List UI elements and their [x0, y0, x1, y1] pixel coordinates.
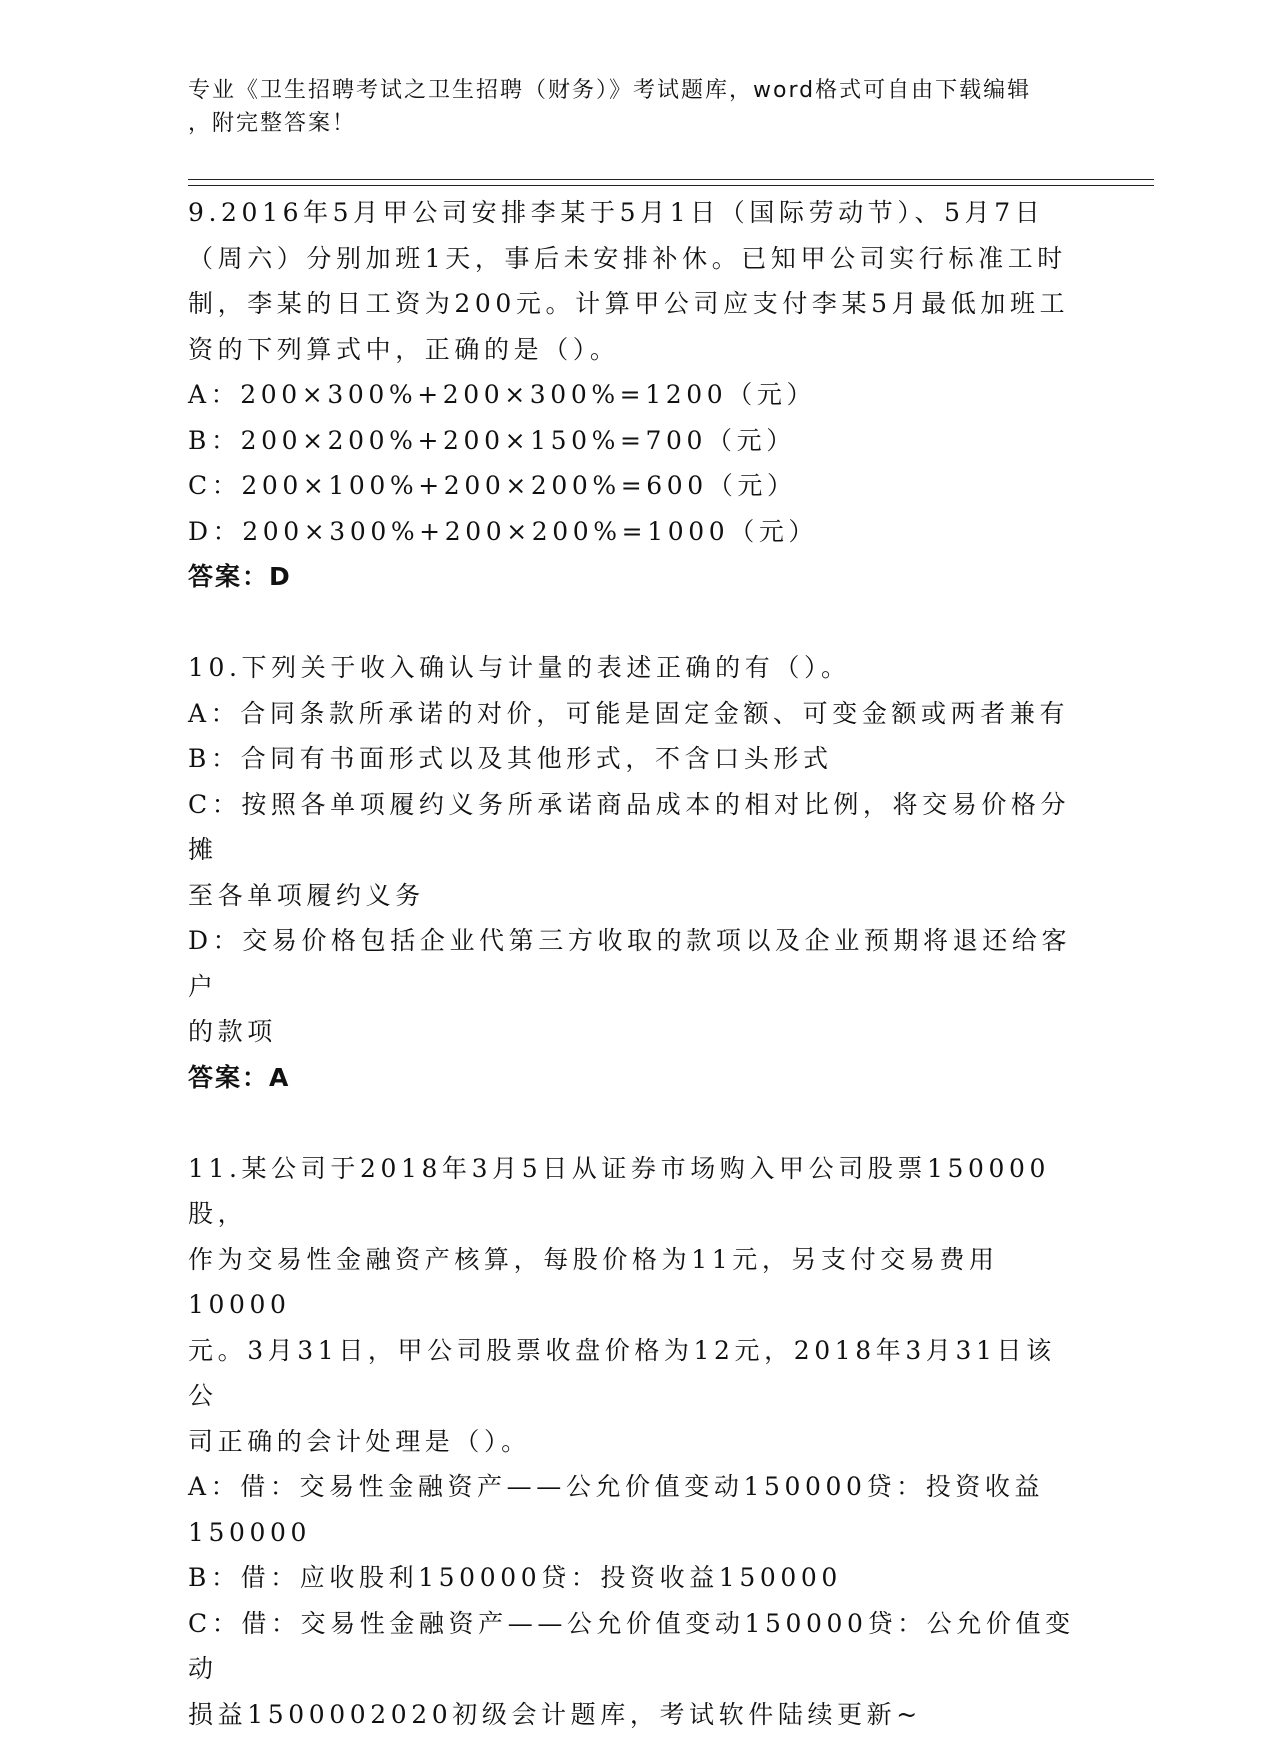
question-stem-line: （周六）分别加班1天，事后未安排补休。已知甲公司实行标准工时: [188, 236, 1080, 282]
document-header: [188, 74, 1068, 140]
question-stem-line: 9.2016年5月甲公司安排李某于5月1日（国际劳动节）、5月7日: [188, 190, 1080, 236]
question-stem-line: 作为交易性金融资产核算，每股价格为11元，另支付交易费用10000: [188, 1237, 1080, 1328]
question-9: [188, 190, 1080, 600]
option-c: C：借：交易性金融资产——公允价值变动150000贷：公允价值变动: [188, 1601, 1080, 1692]
option-b: B：200×200%+200×150%=700（元）: [188, 418, 1080, 464]
option-c: C：200×100%+200×200%=600（元）: [188, 463, 1080, 509]
question-10: [188, 645, 1080, 1100]
option-d: D：交易价格包括企业代第三方收取的款项以及企业预期将退还给客户: [188, 918, 1080, 1009]
option-c-continued: 损益1500002020初级会计题库，考试软件陆续更新~: [188, 1692, 1080, 1737]
question-stem-line: 元。3月31日，甲公司股票收盘价格为12元，2018年3月31日该公: [188, 1328, 1080, 1419]
option-a: A：借：交易性金融资产——公允价值变动150000贷：投资收益: [188, 1464, 1080, 1510]
option-c-continued: 至各单项履约义务: [188, 873, 1080, 919]
answer-line: 答案：D: [188, 554, 1080, 600]
question-stem-line: 10.下列关于收入确认与计量的表述正确的有（）。: [188, 645, 1080, 691]
option-a: A：合同条款所承诺的对价，可能是固定金额、可变金额或两者兼有: [188, 691, 1080, 737]
option-d-continued: 的款项: [188, 1009, 1080, 1055]
header-divider-top: [188, 179, 1154, 180]
option-a: A：200×300%+200×300%=1200（元）: [188, 372, 1080, 418]
option-d: D：200×300%+200×200%=1000（元）: [188, 509, 1080, 555]
answer-line: 答案：A: [188, 1055, 1080, 1101]
option-c: C：按照各单项履约义务所承诺商品成本的相对比例，将交易价格分摊: [188, 782, 1080, 873]
question-stem-line: 司正确的会计处理是（）。: [188, 1419, 1080, 1465]
option-b: B：借：应收股利150000贷：投资收益150000: [188, 1555, 1080, 1601]
question-spacer: [188, 1100, 1080, 1146]
question-list: [188, 190, 1080, 1737]
header-divider-bottom: [188, 185, 1154, 186]
question-stem-line: 资的下列算式中，正确的是（）。: [188, 327, 1080, 373]
header-line-2: ，附完整答案！: [188, 107, 1068, 140]
question-stem-line: 11.某公司于2018年3月5日从证券市场购入甲公司股票150000股，: [188, 1146, 1080, 1237]
header-line-1: 专业《卫生招聘考试之卫生招聘（财务）》考试题库，word格式可自由下载编辑: [188, 74, 1068, 107]
option-a-continued: 150000: [188, 1510, 1080, 1556]
question-11: [188, 1146, 1080, 1737]
option-b: B：合同有书面形式以及其他形式，不含口头形式: [188, 736, 1080, 782]
question-stem-line: 制，李某的日工资为200元。计算甲公司应支付李某5月最低加班工: [188, 281, 1080, 327]
question-spacer: [188, 600, 1080, 646]
